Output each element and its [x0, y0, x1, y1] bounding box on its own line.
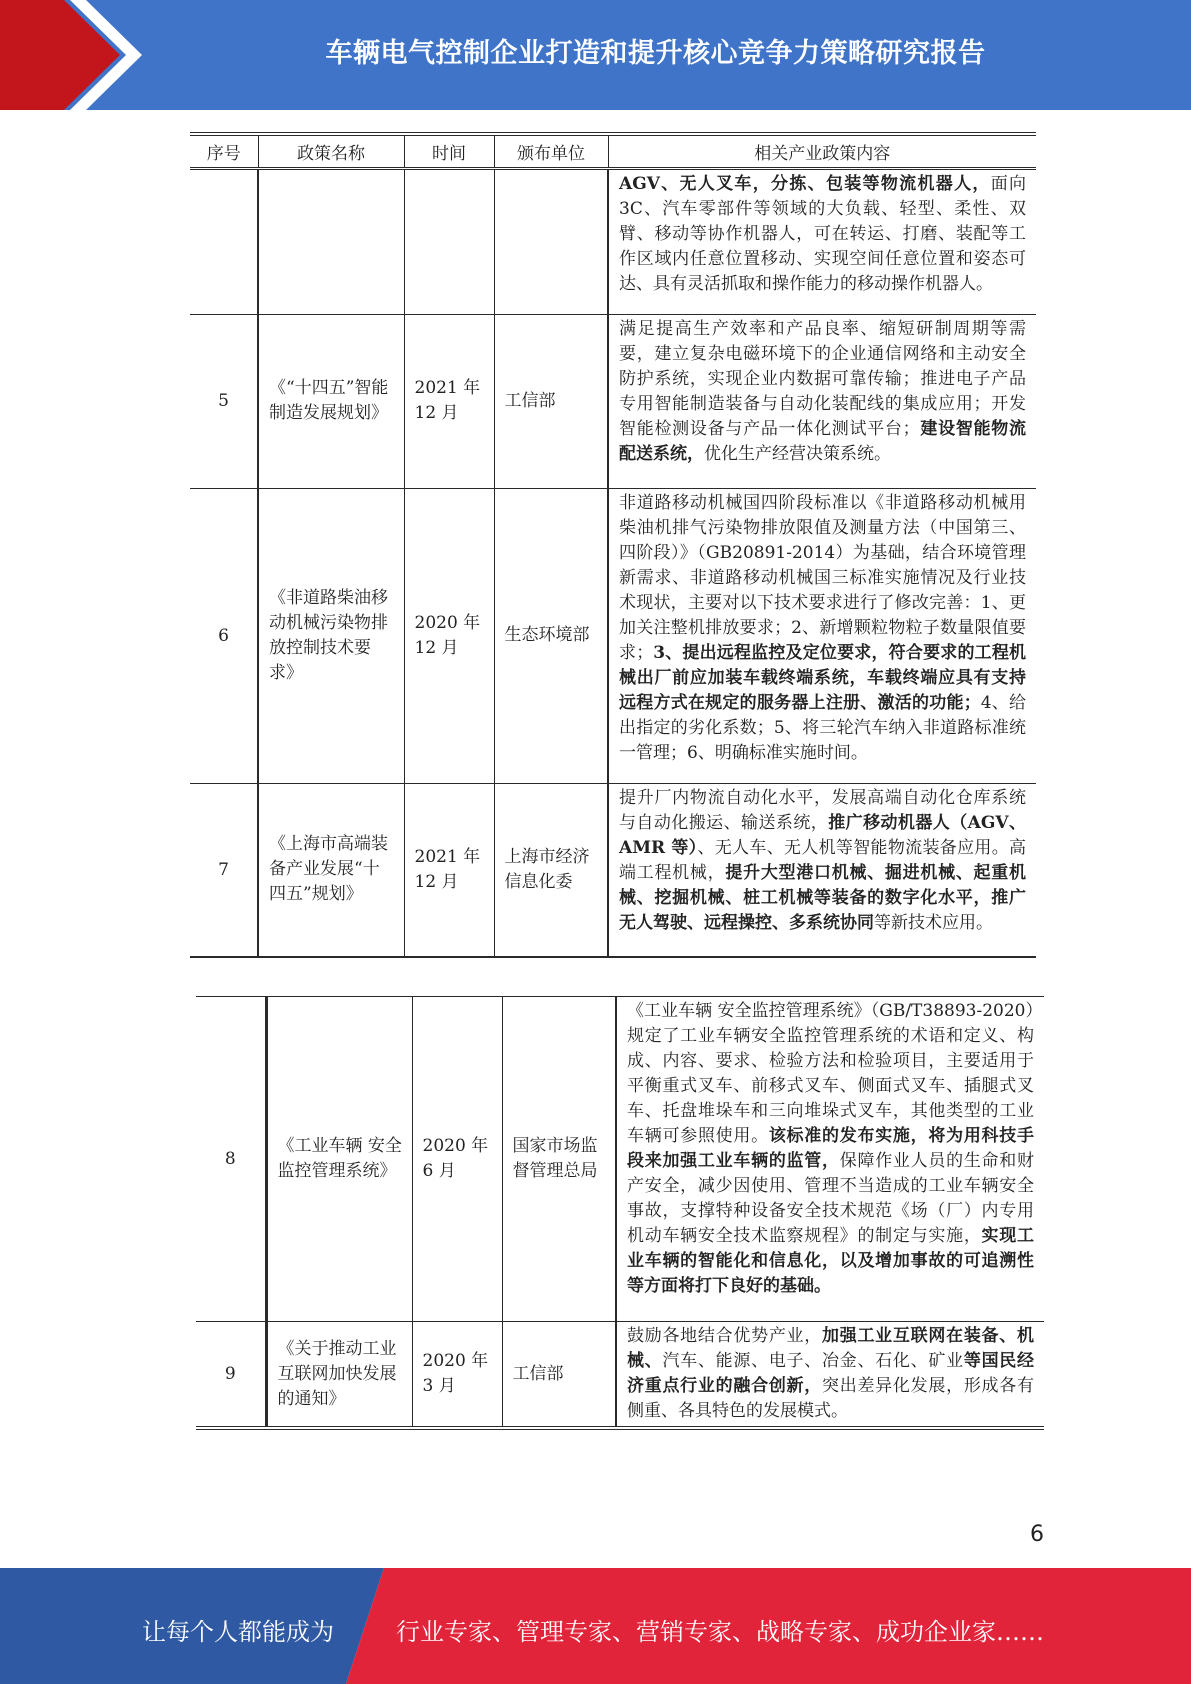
header-policy-name: 政策名称 — [258, 134, 404, 168]
row-issuer: 生态环境部 — [494, 488, 608, 783]
footer-slogan-right: 行业专家、管理专家、营销专家、战略专家、成功企业家…… — [396, 1618, 1044, 1646]
row-content — [608, 783, 1036, 957]
footer-slogan-left: 让每个人都能成为 — [142, 1618, 334, 1646]
content-text: 汽车、能源、电子、冶金、石化、矿业 — [662, 1351, 964, 1371]
row-policy-name — [258, 168, 404, 314]
content-emphasis: 实现工业车辆的智能化和信息化，以及增加事故的可追溯性等方面将打下良好的基础。 — [627, 1226, 1035, 1296]
table-row — [190, 783, 1036, 957]
row-content — [608, 168, 1036, 314]
content-emphasis: 加强工业互联网在装备、机械、 — [627, 1326, 1034, 1371]
header-no: 序号 — [190, 134, 258, 168]
header-issuer: 颁布单位 — [494, 134, 608, 168]
table-row — [196, 1322, 1044, 1429]
row-time: 2020 年 6 月 — [412, 997, 502, 1322]
table-header-row — [190, 134, 1036, 168]
row-time: 2021 年 12 月 — [404, 783, 494, 957]
policy-table-2 — [196, 996, 1044, 1430]
header-time: 时间 — [404, 134, 494, 168]
row-policy-name: 《工业车辆 安全监控管理系统》 — [266, 997, 412, 1322]
policy-table-1 — [190, 132, 1036, 958]
content-text: 、无人车、无人机等智能物流装备应用。高端工程机械， — [619, 837, 1027, 883]
content-text: 保障作业人员的生命和财产安全，减少因使用、管理不当造成的工业车辆安全事故，支撑特种设备安全技术规范《场（厂）内专用机动车辆安全技术监察规程》的制定与实施， — [627, 1151, 1035, 1246]
content-text: 提升厂内物流自动化水平，发展高端自动化仓库系统与自动化搬运、输送系统， — [619, 787, 1026, 833]
header-content: 相关产业政策内容 — [608, 134, 1036, 168]
table-row — [190, 168, 1036, 314]
row-policy-name: 《上海市高端装备产业发展“十四五”规划》 — [258, 783, 404, 957]
row-content — [608, 314, 1036, 488]
content-emphasis: 推广移动机器人（AGV、AMR 等） — [619, 812, 1026, 858]
row-no: 8 — [196, 997, 266, 1322]
row-time: 2021 年 12 月 — [404, 314, 494, 488]
report-title: 车辆电气控制企业打造和提升核心竞争力策略研究报告 — [325, 37, 986, 69]
row-issuer: 国家市场监督管理总局 — [502, 997, 616, 1322]
content-emphasis: 建设智能物流配送系统， — [619, 418, 1027, 464]
row-policy-name: 《非道路柴油移动机械污染物排放控制技术要求》 — [258, 488, 404, 783]
content-text: 优化生产经营决策系统。 — [704, 443, 891, 464]
content-text: 非道路移动机械国四阶段标准以《非道路移动机械用柴油机排气污染物排放限值及测量方法（中国第三、四阶段）》（GB20891-2014）为基础，结合环境管理新需求、非道路移动机械国三标准实施情况及行业技术现状，主要对以下技术要求进行了修改完善：1、更加关注整机排放要求；2、新增颗粒物粒子数量限值要求； — [619, 492, 1026, 663]
content-emphasis: 该标准的发布实施，将为用科技手段来加强工业车辆的监管， — [627, 1126, 1035, 1171]
content-text: 满足提高生产效率和产品良率、缩短研制周期等需要，建立复杂电磁环境下的企业通信网络和主动安全防护系统，实现企业内数据可靠传输；推进电子产品专用智能制造装备与自动化装配线的集成应用；开发智能检测设备与产品一体化测试平台； — [619, 318, 1026, 439]
content-emphasis: 3、提出远程监控及定位要求，符合要求的工程机械出厂前应加装车载终端系统，车载终端应具有支持远程方式在规定的服务器上注册、激活的功能； — [619, 642, 1027, 713]
row-no — [190, 168, 258, 314]
row-no: 5 — [190, 314, 258, 488]
table-row — [190, 488, 1036, 783]
row-issuer: 工信部 — [494, 314, 608, 488]
content-text: 4、给出指定的劣化系数；5、将三轮汽车纳入非道路标准统一管理；6、明确标准实施时间。 — [619, 692, 1026, 763]
table-row — [196, 997, 1044, 1322]
row-content — [608, 488, 1036, 783]
row-time — [404, 168, 494, 314]
table-row — [190, 314, 1036, 488]
header-red-arrow-decoration — [0, 0, 148, 110]
row-content — [616, 997, 1044, 1322]
content-text: 等新技术应用。 — [874, 912, 993, 933]
content-text: 鼓励各地结合优势产业， — [627, 1326, 822, 1346]
row-issuer: 上海市经济信息化委 — [494, 783, 608, 957]
row-no: 6 — [190, 488, 258, 783]
content-text: 突出差异化发展，形成各有侧重、各具特色的发展模式。 — [627, 1376, 1034, 1421]
row-no: 9 — [196, 1322, 266, 1429]
row-time: 2020 年 3 月 — [412, 1322, 502, 1429]
row-time: 2020 年 12 月 — [404, 488, 494, 783]
row-policy-name: 《关于推动工业互联网加快发展的通知》 — [266, 1322, 412, 1429]
row-content — [616, 1322, 1044, 1429]
row-issuer — [494, 168, 608, 314]
row-issuer: 工信部 — [502, 1322, 616, 1429]
content-emphasis: AGV、无人叉车，分拣、包装等物流机器人， — [619, 173, 991, 194]
content-emphasis: 提升大型港口机械、掘进机械、起重机械、挖掘机械、桩工机械等装备的数字化水平，推广无人驾驶、远程操控、多系统协同 — [619, 862, 1027, 933]
content-text: 《工业车辆 安全监控管理系统》（GB/T38893-2020）规定了工业车辆安全监控管理系统的术语和定义、构成、内容、要求、检验方法和检验项目，主要适用于平衡重式叉车、前移式叉车、侧面式叉车、插腿式叉车、托盘堆垛车和三向堆垛式叉车，其他类型的工业车辆可参照使用。 — [627, 1001, 1034, 1146]
page-header — [0, 0, 1191, 110]
row-no: 7 — [190, 783, 258, 957]
content-emphasis: 等国民经济重点行业的融合创新， — [627, 1351, 1035, 1396]
content-text: 面向 3C、汽车零部件等领域的大负载、轻型、柔性、双臂、移动等协作机器人，可在转运、打磨、装配等工作区域内任意位置移动、实现空间任意位置和姿态可达、具有灵活抓取和操作能力的移动操作机器人。 — [619, 173, 1026, 294]
row-policy-name: 《“十四五”智能制造发展规划》 — [258, 314, 404, 488]
page-number: 6 — [1030, 1522, 1044, 1547]
